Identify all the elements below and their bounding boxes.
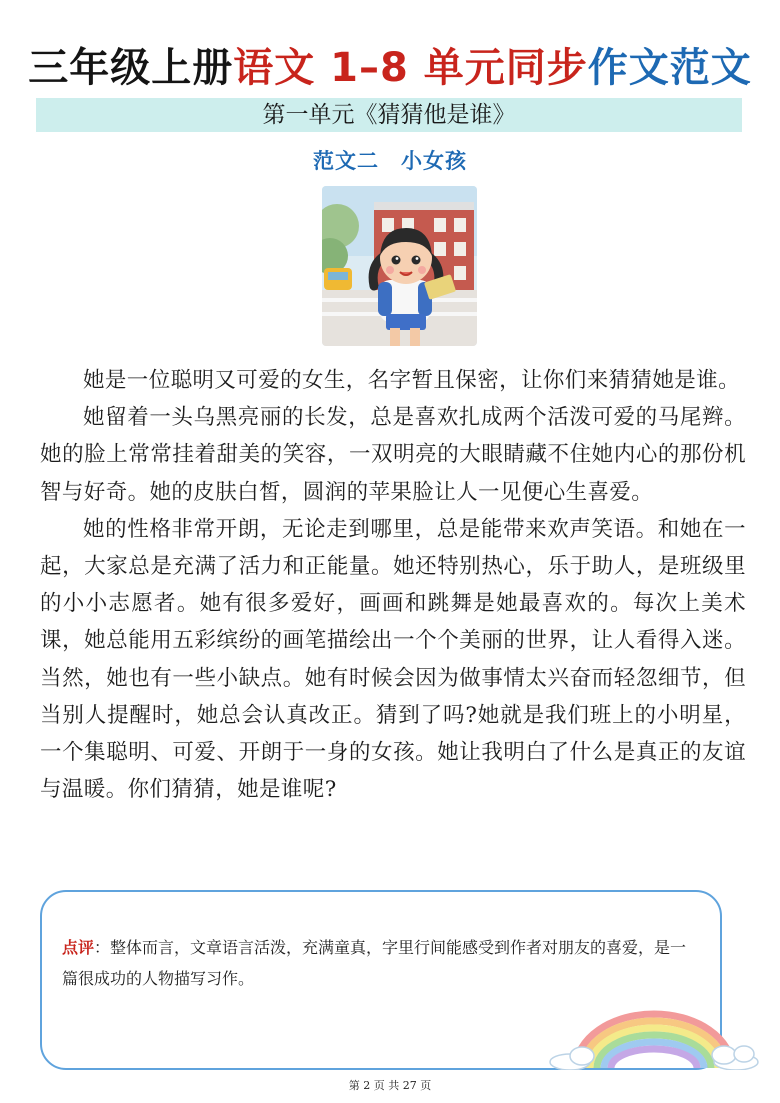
comment-body: ：整体而言，文章语言活泼，充满童真，字里行间能感受到作者对朋友的喜爱，是一篇很成功的人物描写习作。 xyxy=(62,938,687,988)
essay-title: 范文二 小女孩 xyxy=(313,148,467,173)
page-footer: 第 2 页 共 27 页 xyxy=(348,1079,432,1092)
girl-with-book-icon xyxy=(322,186,477,346)
title-part-grade: 三年级上册 xyxy=(28,45,234,91)
essay-paragraph: 她是一位聪明又可爱的女生，名字暂且保密，让你们来猜猜她是谁。 xyxy=(83,368,741,393)
comment-label: 点评 xyxy=(62,938,95,957)
essay-paragraph: 她留着一头乌黑亮丽的长发，总是喜欢扎成两个活泼可爱的马尾辫。她的脸上常常挂着甜美的笑容，一双明亮的大眼睛藏不住她内心的那份机智与好奇。她的皮肤白皙，圆润的苹果脸让人一见便心生喜爱。 xyxy=(40,405,746,505)
comment-text xyxy=(62,932,702,994)
rainbow-icon xyxy=(548,1008,760,1070)
document-title xyxy=(0,38,780,98)
essay-paragraph: 她的性格非常开朗，无论走到哪里，总是能带来欢声笑语。和她在一起，大家总是充满了活力和正能量。她还特别热心，乐于助人，是班级里的小小志愿者。她有很多爱好，画画和跳舞是她最喜欢的。每次上美术课，她总能用五彩缤纷的画笔描绘出一个个美丽的世界，让人看得入迷。当然，她也有一些小缺点。她有时候会因为做事情太兴奋而轻忽细节，但当别人提醒时，她总会认真改正。猜到了吗?她就是我们班上的小明星，一个集聪明、可爱、开朗于一身的女孩。她让我明白了什么是真正的友谊与温暖。你们猜猜，她是谁呢? xyxy=(40,516,746,803)
unit-title: 第一单元《猜猜他是谁》 xyxy=(262,102,516,128)
title-part-essays: 作文范文 xyxy=(587,45,752,91)
unit-header-bar xyxy=(36,98,742,132)
essay-body xyxy=(40,362,746,808)
title-part-subject: 语文 1–8 单元同步 xyxy=(233,45,588,91)
